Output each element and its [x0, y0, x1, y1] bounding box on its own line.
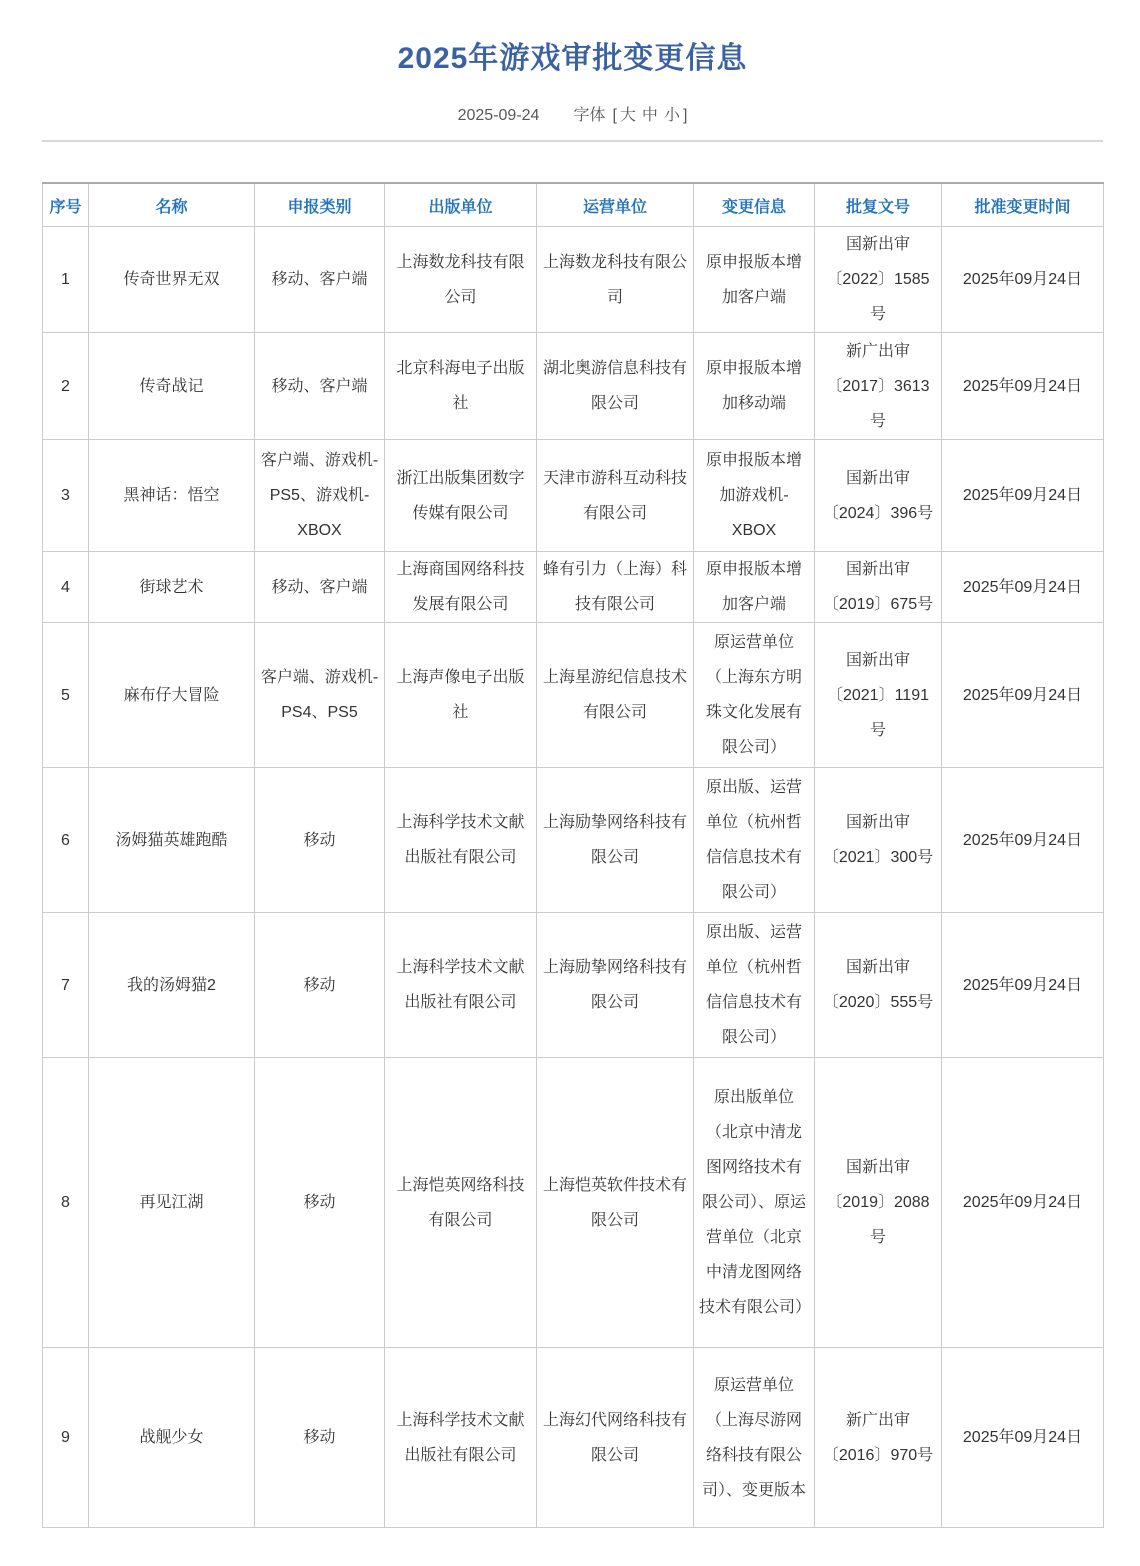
- cell-approval-date: 2025年09月24日: [942, 1058, 1104, 1348]
- cell-publisher: 上海声像电子出版社: [385, 623, 537, 768]
- page-title: 2025年游戏审批变更信息: [397, 42, 748, 75]
- font-label: 字体: [573, 107, 606, 124]
- cell-publisher: 上海科学技术文献出版社有限公司: [385, 768, 537, 913]
- cell-change-info: 原运营单位（上海东方明珠文化发展有限公司）: [694, 623, 815, 768]
- cell-game-name: 麻布仔大冒险: [89, 623, 255, 768]
- cell-operator: 上海励挚网络科技有限公司: [537, 913, 694, 1058]
- font-size-large-link[interactable]: 大: [619, 107, 636, 124]
- cell-index: 2: [43, 333, 89, 440]
- cell-game-name: 我的汤姆猫2: [89, 913, 255, 1058]
- cell-approval-doc-number: 国新出审〔2020〕555号: [815, 913, 942, 1058]
- table-row: [43, 1348, 1104, 1528]
- cell-operator: 上海星游纪信息技术有限公司: [537, 623, 694, 768]
- cell-approval-doc-number: 国新出审〔2021〕300号: [815, 768, 942, 913]
- cell-category: 移动: [255, 913, 385, 1058]
- font-size-switcher: [573, 107, 687, 124]
- table-row: [43, 623, 1104, 768]
- cell-change-info: 原出版、运营单位（杭州哲信信息技术有限公司）: [694, 768, 815, 913]
- cell-change-info: 原出版、运营单位（杭州哲信信息技术有限公司）: [694, 913, 815, 1058]
- cell-change-info: 原运营单位（上海尽游网络科技有限公司）、变更版本: [694, 1348, 815, 1528]
- cell-approval-date: 2025年09月24日: [942, 768, 1104, 913]
- meta-line: [42, 106, 1103, 126]
- cell-operator: 蜂有引力（上海）科技有限公司: [537, 552, 694, 623]
- cell-publisher: 上海商国网络科技发展有限公司: [385, 552, 537, 623]
- cell-index: 7: [43, 913, 89, 1058]
- cell-approval-date: 2025年09月24日: [942, 552, 1104, 623]
- cell-operator: 上海励挚网络科技有限公司: [537, 768, 694, 913]
- cell-index: 6: [43, 768, 89, 913]
- cell-game-name: 汤姆猫英雄跑酷: [89, 768, 255, 913]
- font-size-small-link[interactable]: 小: [663, 107, 680, 124]
- col-header-operator: 运营单位: [537, 183, 694, 227]
- table-row: [43, 440, 1104, 552]
- cell-publisher: 上海科学技术文献出版社有限公司: [385, 913, 537, 1058]
- cell-approval-date: 2025年09月24日: [942, 440, 1104, 552]
- font-size-medium-link[interactable]: 中: [641, 107, 658, 124]
- cell-publisher: 上海数龙科技有限公司: [385, 227, 537, 333]
- cell-approval-doc-number: 国新出审〔2024〕396号: [815, 440, 942, 552]
- cell-category: 移动、客户端: [255, 552, 385, 623]
- cell-index: 8: [43, 1058, 89, 1348]
- cell-approval-date: 2025年09月24日: [942, 333, 1104, 440]
- cell-index: 5: [43, 623, 89, 768]
- cell-operator: 湖北奥游信息科技有限公司: [537, 333, 694, 440]
- page: [42, 38, 1103, 1528]
- approval-table: [42, 182, 1104, 1528]
- cell-category: 移动、客户端: [255, 333, 385, 440]
- cell-game-name: 再见江湖: [89, 1058, 255, 1348]
- cell-category: 客户端、游戏机-PS4、PS5: [255, 623, 385, 768]
- cell-publisher: 北京科海电子出版社: [385, 333, 537, 440]
- table-row: [43, 1058, 1104, 1348]
- cell-change-info: 原申报版本增加客户端: [694, 552, 815, 623]
- cell-category: 移动: [255, 1348, 385, 1528]
- cell-publisher: 浙江出版集团数字传媒有限公司: [385, 440, 537, 552]
- table-row: [43, 552, 1104, 623]
- cell-approval-doc-number: 国新出审〔2019〕2088号: [815, 1058, 942, 1348]
- table-row: [43, 913, 1104, 1058]
- cell-approval-date: 2025年09月24日: [942, 227, 1104, 333]
- cell-approval-doc-number: 新广出审〔2017〕3613号: [815, 333, 942, 440]
- col-header-doc-number: 批复文号: [815, 183, 942, 227]
- bracket-close: ]: [682, 107, 688, 124]
- cell-category: 移动: [255, 768, 385, 913]
- cell-approval-doc-number: 国新出审〔2019〕675号: [815, 552, 942, 623]
- bracket-open: [: [612, 107, 617, 124]
- cell-game-name: 传奇战记: [89, 333, 255, 440]
- cell-operator: 上海恺英软件技术有限公司: [537, 1058, 694, 1348]
- cell-index: 4: [43, 552, 89, 623]
- cell-approval-doc-number: 新广出审〔2016〕970号: [815, 1348, 942, 1528]
- cell-change-info: 原申报版本增加移动端: [694, 333, 815, 440]
- publish-date: 2025-09-24: [457, 107, 540, 124]
- cell-approval-date: 2025年09月24日: [942, 623, 1104, 768]
- cell-publisher: 上海恺英网络科技有限公司: [385, 1058, 537, 1348]
- cell-change-info: 原申报版本增加客户端: [694, 227, 815, 333]
- col-header-approval-time: 批准变更时间: [942, 183, 1104, 227]
- col-header-category: 申报类别: [255, 183, 385, 227]
- cell-change-info: 原出版单位（北京中清龙图网络技术有限公司）、原运营单位（北京中清龙图网络技术有限公司）: [694, 1058, 815, 1348]
- cell-operator: 天津市游科互动科技有限公司: [537, 440, 694, 552]
- cell-operator: 上海幻代网络科技有限公司: [537, 1348, 694, 1528]
- cell-game-name: 街球艺术: [89, 552, 255, 623]
- cell-index: 9: [43, 1348, 89, 1528]
- cell-operator: 上海数龙科技有限公司: [537, 227, 694, 333]
- col-header-name: 名称: [89, 183, 255, 227]
- table-row: [43, 333, 1104, 440]
- cell-approval-doc-number: 国新出审〔2022〕1585号: [815, 227, 942, 333]
- cell-game-name: 战舰少女: [89, 1348, 255, 1528]
- cell-index: 1: [43, 227, 89, 333]
- cell-index: 3: [43, 440, 89, 552]
- cell-change-info: 原申报版本增加游戏机-XBOX: [694, 440, 815, 552]
- cell-approval-date: 2025年09月24日: [942, 1348, 1104, 1528]
- col-header-change-info: 变更信息: [694, 183, 815, 227]
- col-header-index: 序号: [43, 183, 89, 227]
- table-row: [43, 768, 1104, 913]
- cell-approval-date: 2025年09月24日: [942, 913, 1104, 1058]
- cell-category: 客户端、游戏机-PS5、游戏机-XBOX: [255, 440, 385, 552]
- col-header-publisher: 出版单位: [385, 183, 537, 227]
- cell-category: 移动: [255, 1058, 385, 1348]
- cell-game-name: 黑神话：悟空: [89, 440, 255, 552]
- table-header-row: [43, 183, 1104, 227]
- cell-approval-doc-number: 国新出审〔2021〕1191号: [815, 623, 942, 768]
- cell-game-name: 传奇世界无双: [89, 227, 255, 333]
- table-row: [43, 227, 1104, 333]
- divider: [42, 140, 1103, 142]
- cell-publisher: 上海科学技术文献出版社有限公司: [385, 1348, 537, 1528]
- cell-category: 移动、客户端: [255, 227, 385, 333]
